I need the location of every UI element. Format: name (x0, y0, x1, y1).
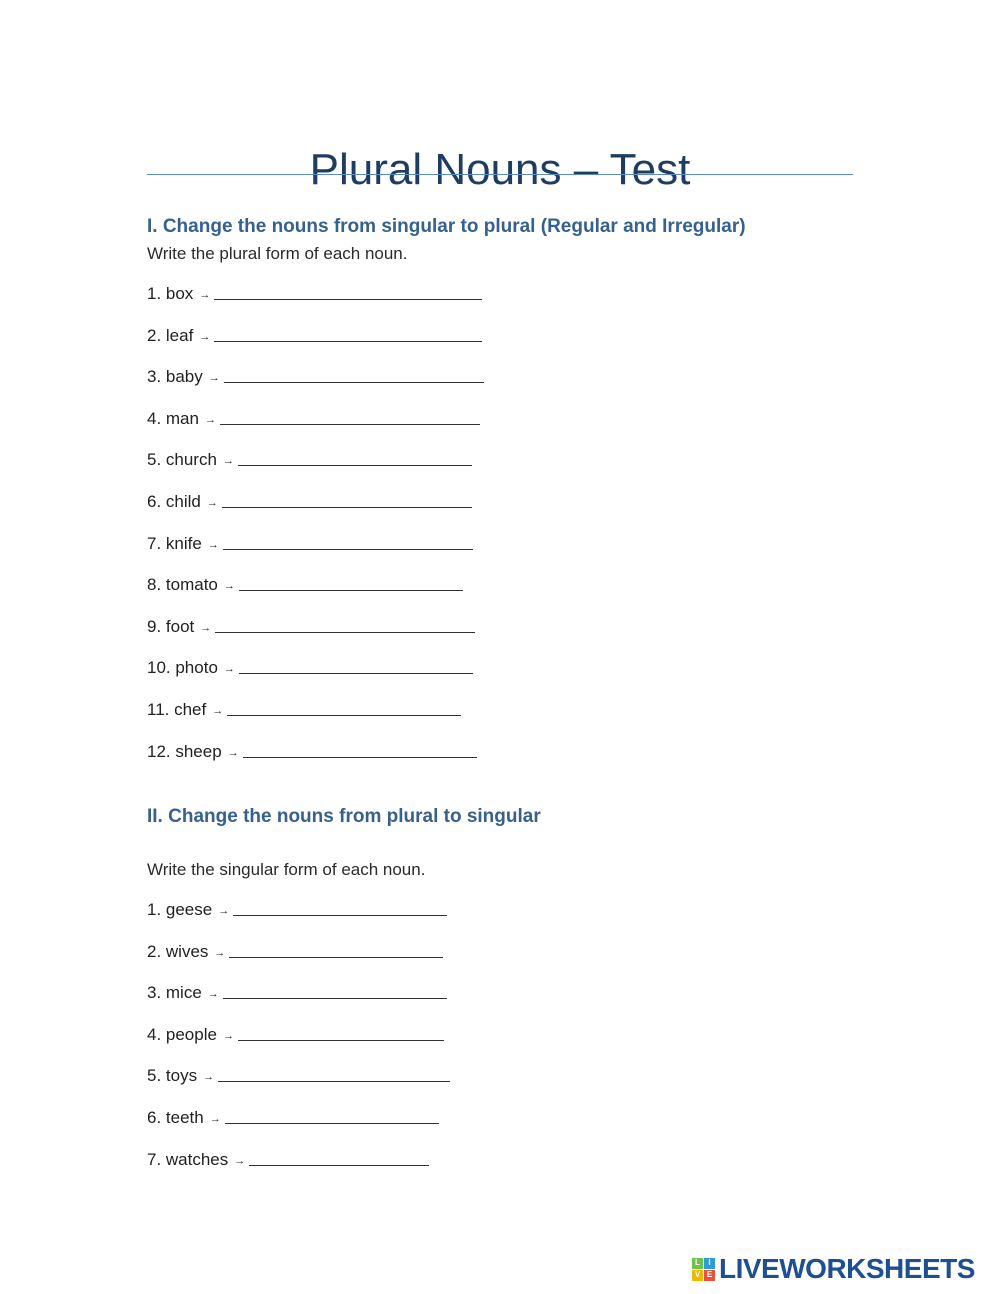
item-word: 5. toys (147, 1066, 198, 1086)
answer-item (147, 367, 484, 391)
arrow-icon: → (203, 1071, 215, 1084)
answer-item (147, 983, 447, 1007)
answer-blank[interactable] (220, 424, 480, 425)
answer-blank[interactable] (223, 998, 447, 999)
logo-text: LIVEWORKSHEETS (719, 1253, 975, 1284)
arrow-icon: → (207, 988, 219, 1001)
item-word: 8. tomato (147, 575, 218, 595)
item-word: 1. geese (147, 900, 213, 919)
item-word: 6. teeth (147, 1108, 204, 1127)
answer-blank[interactable] (218, 1081, 450, 1082)
answer-item (147, 409, 480, 433)
answer-blank[interactable] (222, 507, 472, 508)
arrow-icon: → (234, 1154, 246, 1167)
answer-blank[interactable] (225, 1123, 439, 1124)
logo-mark-letter: V (692, 1270, 703, 1281)
item-word: 10. photo (147, 658, 218, 678)
answer-item (147, 326, 482, 350)
answer-item (147, 284, 482, 308)
answer-blank[interactable] (239, 590, 463, 591)
answer-item (147, 942, 443, 966)
item-word: 12. sheep (147, 741, 222, 761)
arrow-icon: → (227, 746, 239, 759)
arrow-icon: → (199, 330, 211, 343)
arrow-icon: → (222, 455, 234, 468)
answer-item (147, 492, 472, 516)
answer-blank[interactable] (223, 549, 473, 550)
section-1-instruction: Write the plural form of each noun. (147, 244, 408, 263)
answer-blank[interactable] (243, 757, 477, 758)
item-word: 11. chef (147, 700, 207, 719)
arrow-icon: → (212, 705, 224, 717)
answer-blank[interactable] (233, 915, 447, 916)
answer-blank[interactable] (214, 341, 482, 342)
item-word: 2. leaf (147, 325, 194, 345)
arrow-icon: → (206, 497, 218, 509)
answer-item (147, 700, 461, 724)
item-word: 2. wives (147, 941, 209, 961)
answer-blank[interactable] (229, 957, 443, 958)
answer-blank[interactable] (224, 382, 484, 383)
answer-item (147, 900, 447, 924)
section-2-instruction: Write the singular form of each noun. (147, 860, 426, 879)
item-word: 3. baby (147, 367, 203, 387)
section-2-heading: II. Change the nouns from plural to singular (147, 806, 541, 827)
liveworksheets-logo (692, 1252, 975, 1286)
logo-mark-letter: E (704, 1270, 715, 1281)
arrow-icon: → (199, 289, 211, 301)
item-word: 3. mice (147, 983, 202, 1003)
answer-item (147, 1025, 444, 1049)
answer-blank[interactable] (239, 673, 473, 674)
answer-item (147, 575, 463, 599)
answer-blank[interactable] (238, 465, 472, 466)
item-word: 1. box (147, 284, 194, 303)
arrow-icon: → (222, 1029, 234, 1042)
item-word: 7. knife (147, 533, 202, 553)
answer-item (147, 617, 475, 641)
item-word: 9. foot (147, 616, 195, 636)
arrow-icon: → (204, 413, 216, 426)
answer-item (147, 1150, 429, 1174)
arrow-icon: → (223, 580, 235, 593)
item-word: 4. man (147, 408, 199, 428)
arrow-icon: → (214, 946, 226, 959)
arrow-icon: → (223, 663, 235, 676)
answer-item (147, 450, 472, 474)
answer-blank[interactable] (238, 1040, 444, 1041)
arrow-icon: → (207, 538, 219, 551)
arrow-icon: → (209, 1113, 221, 1125)
answer-item (147, 742, 477, 766)
answer-item (147, 1108, 439, 1132)
answer-item (147, 658, 473, 682)
item-word: 4. people (147, 1024, 217, 1044)
logo-mark-letter: I (704, 1258, 715, 1269)
answer-blank[interactable] (214, 299, 482, 300)
logo-mark-letter: L (692, 1258, 703, 1269)
page-title: Plural Nouns – Test (309, 145, 691, 195)
answer-item (147, 1066, 450, 1090)
answer-blank[interactable] (227, 715, 461, 716)
logo-mark-icon (692, 1258, 715, 1281)
answer-item (147, 534, 473, 558)
title-divider (147, 174, 853, 175)
answer-blank[interactable] (215, 632, 475, 633)
answer-blank[interactable] (249, 1165, 429, 1166)
arrow-icon: → (218, 905, 230, 917)
section-1-heading: I. Change the nouns from singular to plural (Regular and Irregular) (147, 216, 746, 237)
item-word: 6. child (147, 492, 201, 511)
item-word: 7. watches (147, 1149, 229, 1169)
arrow-icon: → (200, 621, 212, 634)
arrow-icon: → (208, 372, 220, 385)
item-word: 5. church (147, 450, 217, 470)
